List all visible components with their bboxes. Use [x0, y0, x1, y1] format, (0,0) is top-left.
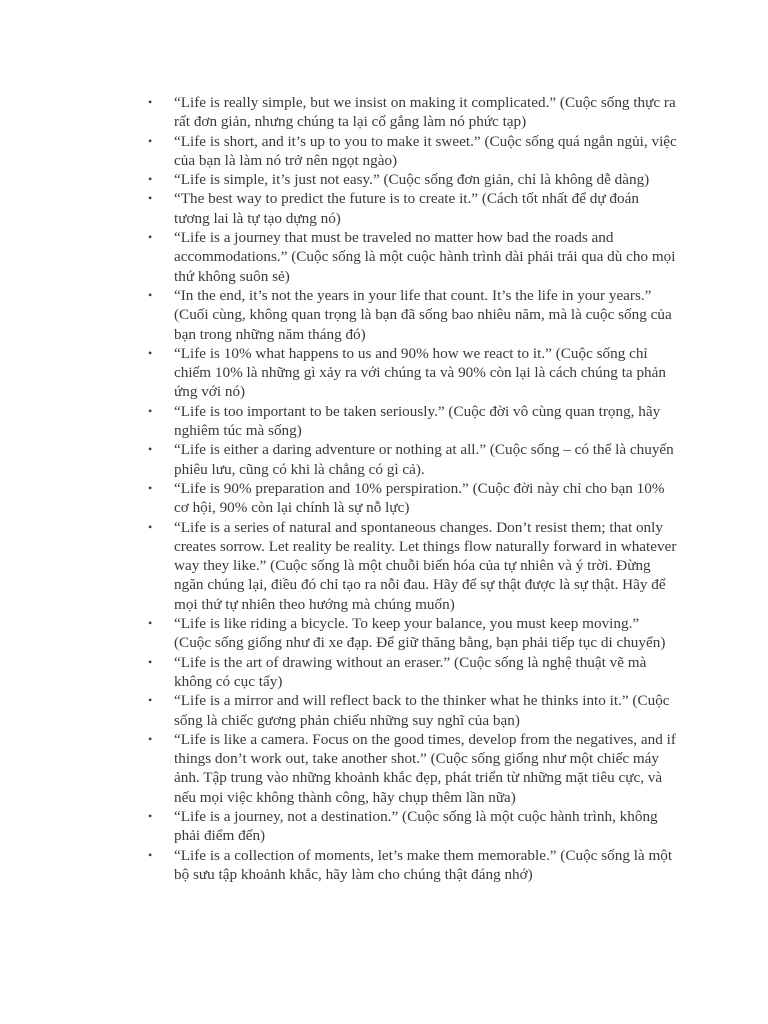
- bullet-icon: •: [148, 345, 153, 360]
- quote-text: “Life is a mirror and will reflect back to the thinker what he thinks into it.” (Cuộc sống là chiếc gương phản chiếu những suy nghĩ của bạn): [174, 692, 670, 729]
- bullet-icon: •: [148, 616, 153, 631]
- bullet-icon: •: [148, 480, 153, 495]
- quote-text: “Life is the art of drawing without an eraser.” (Cuộc sống là nghệ thuật vẽ mà không có cục tẩy): [174, 653, 647, 690]
- bullet-icon: •: [148, 403, 153, 418]
- bullet-icon: •: [148, 693, 153, 708]
- bullet-icon: •: [148, 230, 153, 245]
- list-item: [148, 344, 678, 402]
- quote-text: “Life is simple, it’s just not easy.” (Cuộc sống đơn giản, chỉ là không dễ dàng): [174, 171, 650, 189]
- quote-text: “Life is like riding a bicycle. To keep your balance, you must keep moving.” (Cuộc sống giống như đi xe đạp. Để giữ thăng bằng, bạn phải tiếp tục di chuyển): [174, 615, 666, 652]
- bullet-icon: •: [148, 519, 153, 534]
- quote-text: “The best way to predict the future is to create it.” (Cách tốt nhất để dự đoán tương lai là tự tạo dựng nó): [174, 190, 639, 227]
- bullet-icon: •: [148, 654, 153, 669]
- quote-text: “Life is a series of natural and spontaneous changes. Don’t resist them; that only creates sorrow. Let reality be reality. Let things flow naturally forward in whatever way they like.” (Cuộc sống là một chuỗi biến hóa của tự nhiên và ý trời. Đừng ngăn chúng lại, điều đó chỉ tạo ra nỗi đau. Hãy để sự thật được là sự thật. Hãy để mọi thứ tự nhiên theo hướng mà chúng muốn): [174, 518, 677, 613]
- bullet-icon: •: [148, 191, 153, 206]
- quote-text: “In the end, it’s not the years in your life that count. It’s the life in your years.” (Cuối cùng, không quan trọng là bạn đã sống bao nhiêu năm, mà là cuộc sống của bạn trong những năm tháng đó): [174, 286, 672, 343]
- bullet-icon: •: [148, 95, 153, 109]
- list-item: [148, 653, 678, 692]
- list-item: [148, 518, 678, 614]
- list-item: [148, 846, 678, 885]
- list-item: [148, 286, 678, 344]
- list-item: [148, 402, 678, 441]
- quote-text: “Life is a collection of moments, let’s make them memorable.” (Cuộc sống là một bộ sưu tập khoảnh khắc, hãy làm cho chúng thật đáng nhớ): [174, 846, 673, 883]
- bullet-icon: •: [148, 808, 153, 823]
- list-item: [148, 807, 678, 846]
- quote-text: “Life is 90% preparation and 10% perspiration.” (Cuộc đời này chỉ cho bạn 10% cơ hội, 90% còn lại chính là sự nỗ lực): [174, 479, 665, 517]
- bullet-icon: •: [148, 133, 153, 148]
- quote-text: “Life is a journey, not a destination.” (Cuộc sống là một cuộc hành trình, không phải điểm đến): [174, 807, 658, 845]
- list-item: [148, 730, 678, 807]
- list-item: [148, 132, 678, 171]
- list-item: [148, 614, 678, 653]
- quote-text: “Life is 10% what happens to us and 90% how we react to it.” (Cuộc sống chỉ chiếm 10% là những gì xảy ra với chúng ta và 90% còn lại là cách chúng ta phản ứng với nó): [174, 344, 666, 401]
- list-item: [148, 228, 678, 286]
- list-item: [148, 440, 678, 479]
- quote-text: “Life is really simple, but we insist on making it complicated.” (Cuộc sống thực ra rất đơn giản, nhưng chúng ta lại cố gắng làm nó phức tạp): [174, 94, 676, 131]
- bullet-icon: •: [148, 287, 153, 302]
- list-item: [148, 189, 678, 228]
- list-item: [148, 170, 678, 189]
- quote-text: “Life is either a daring adventure or nothing at all.” (Cuộc sống – có thể là chuyến phiêu lưu, cũng có khi là chẳng có gì cả).: [174, 441, 674, 478]
- bullet-icon: •: [148, 172, 153, 187]
- bullet-icon: •: [148, 847, 153, 862]
- quote-text: “Life is too important to be taken seriously.” (Cuộc đời vô cùng quan trọng, hãy nghiêm túc mà sống): [174, 402, 661, 440]
- list-item: [148, 691, 678, 730]
- list-item: [148, 479, 678, 518]
- quote-text: “Life is like a camera. Focus on the good times, develop from the negatives, and if things don’t work out, take another shot.” (Cuộc sống giống như một chiếc máy ảnh. Tập trung vào những khoảnh khắc đẹp, phát triển từ những mặt tiêu cực, và nếu mọi việc không thành công, hãy chụp thêm lần nữa): [174, 730, 676, 806]
- bullet-icon: •: [148, 442, 153, 457]
- list-item: [148, 93, 678, 132]
- bullet-icon: •: [148, 731, 153, 746]
- quote-text: “Life is short, and it’s up to you to make it sweet.” (Cuộc sống quá ngắn ngủi, việc của bạn là làm nó trở nên ngọt ngào): [174, 132, 677, 169]
- quote-text: “Life is a journey that must be traveled no matter how bad the roads and accommodations.” (Cuộc sống là một cuộc hành trình dài phải trải qua dù cho mọi thứ không suôn sẻ): [174, 229, 676, 285]
- quote-list: [148, 93, 678, 884]
